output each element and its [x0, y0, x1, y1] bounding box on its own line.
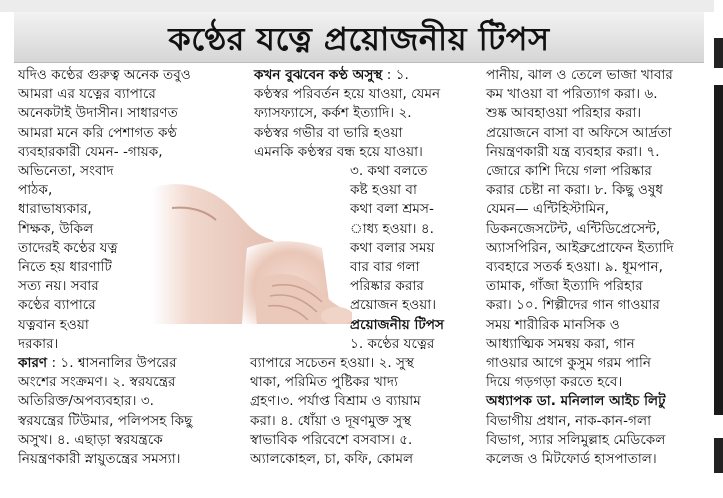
text-line: ধারাভাষ্যকার,	[18, 201, 92, 218]
text-line: নিয়ন্ত্রণকারী যন্ত্র ব্যবহার করা। ৭.	[486, 143, 660, 160]
column-1-causes	[18, 373, 238, 469]
article-title: কণ্ঠের যত্নে প্রয়োজনীয় টিপস	[168, 20, 550, 58]
author-name: অধ্যাপক ডা. মনিলাল আইচ লিটু	[486, 393, 666, 410]
text-line: াধ্য হওয়া। ৪.	[350, 220, 434, 237]
when-label: কখন বুঝবেন কণ্ঠ অসুস্থ	[254, 67, 383, 83]
column-3-tips	[486, 66, 708, 392]
text-line: নিতে হয় ধারণাটি	[18, 259, 112, 276]
text-line: ডিকনজেসটেন্ট, এন্টিডিপ্রেসেন্ট,	[486, 220, 661, 237]
text-line: দরকার।	[18, 335, 59, 352]
text-line: অসুখ। ৪. এছাড়া স্বরযন্ত্রকে	[18, 431, 163, 448]
text-line: ব্যাপারে সচেতন হওয়া। ২. সুস্থ	[250, 355, 415, 372]
column-2-symptoms-a	[254, 85, 486, 162]
text-line: আমরা মনে করি পেশাগত কণ্ঠ	[18, 124, 177, 141]
text-line: স্বরযন্ত্রের টিউমার, পলিপসহ কিছু	[18, 412, 193, 429]
text-line: কণ্ঠস্বর গভীর বা ভারি হওয়া	[254, 124, 403, 141]
credit-line: বিভাগীয় প্রধান, নাক-কান-গলা	[486, 412, 652, 429]
text-line: ফ্যাসফ্যাসে, কর্কশ ইত্যাদি। ২.	[254, 105, 412, 122]
text-line: অংশের সংক্রমণ। ২. স্বরযন্ত্রের	[18, 374, 176, 391]
text-line: নিয়ন্ত্রণকারী স্নায়ুতন্ত্রের সমস্যা।	[18, 451, 181, 468]
text-line: প্রয়োজনে বাসা বা অফিসে আর্দ্রতা	[486, 124, 672, 141]
tips-label: প্রয়োজনীয় টিপস	[350, 316, 444, 333]
text-line: সত্য নয়। সবার	[18, 278, 99, 295]
text-line: গ্রহণ।৩. পর্যাপ্ত বিশ্রাম ও ব্যায়াম	[250, 393, 421, 410]
text-line: কণ্ঠস্বর পরিবর্তন হয়ে যাওয়া, যেমন	[254, 86, 441, 103]
text-line: কম খাওয়া বা পরিত্যাগ করা। ৬.	[486, 86, 658, 103]
title-banner	[14, 12, 704, 63]
text-line: করার চেষ্টা না করা। ৮. কিছু ওষুধ	[486, 182, 664, 199]
text-line: অতিরিক্ত/অপব্যবহার। ৩.	[18, 393, 154, 410]
text-line: পানীয়, ঝাল ও তেলে ভাজা খাবার	[486, 67, 673, 83]
karon-first-text: : ১. শ্বাসনালির উপরের	[47, 355, 177, 372]
text-line: ৩. কথা বলতে	[350, 163, 428, 180]
text-line: গাওয়ার আগে কুসুম গরম পানি	[486, 355, 651, 372]
text-line: পরিষ্কার করার	[350, 278, 424, 295]
strip-block-2	[714, 85, 723, 415]
text-line: বার বার গলা	[350, 259, 420, 276]
text-line: করা। ৪. ধোঁয়া ও দূষণমুক্ত সুস্থ	[250, 412, 412, 429]
author-credit	[486, 412, 708, 470]
adjacent-page-strip	[714, 0, 723, 498]
strip-block-3	[714, 438, 723, 473]
text-line: এমনকি কণ্ঠস্বর বন্ধ হয়ে যাওয়া।	[254, 143, 423, 160]
column-2-tips	[250, 354, 486, 469]
column-3	[486, 66, 708, 469]
credit-line: কলেজ ও মিটফোর্ড হাসপাতাল।	[486, 451, 657, 468]
text-line: প্রয়োজন হওয়া।	[350, 297, 437, 314]
credit-line: বিভাগ, স্যার সলিমুল্লাহ মেডিকেল	[486, 431, 666, 448]
text-line: ১. কণ্ঠের যত্নের	[350, 335, 435, 352]
text-line: পাঠক,	[18, 182, 53, 199]
strip-block-1	[714, 38, 723, 68]
text-line: কথা বলা শ্রমস-	[350, 201, 434, 218]
text-line: করা। ১০. শিল্পীদের গান গাওয়ার	[486, 297, 660, 314]
text-line: সময় শারীরিক মানসিক ও	[486, 316, 620, 333]
karon-line	[18, 354, 238, 373]
text-line: কষ্ট হওয়া বা	[350, 182, 417, 199]
text-line: কণ্ঠের ব্যাপারে	[18, 297, 96, 314]
text-line: যত্নবান হওয়া	[18, 316, 89, 333]
when-line	[254, 66, 486, 85]
text-line: শুষ্ক আবহাওয়া পরিহার করা।	[486, 105, 642, 122]
text-line: থাকা, পরিমিত পুষ্টিকর খাদ্য	[250, 374, 398, 391]
text-line: দিয়ে গড়গড়া করতে হবে।	[486, 374, 623, 391]
text-line: অ্যালকোহল, চা, কফি, কোমল	[250, 451, 414, 468]
text-line: অনেকটাই উদাসীন। সাধারণত	[18, 105, 178, 122]
text-line: ব্যবহারকারী যেমন- -গায়ক,	[18, 143, 163, 160]
text-line: স্বাভাবিক পরিবেশে বসবাস। ৫.	[250, 431, 413, 448]
text-line: আধ্যাত্মিক সমন্বয় করা, গান	[486, 335, 635, 352]
text-line: কথা বলার সময়	[350, 239, 435, 256]
text-line: অ্যাসপিরিন, আইব্রুপ্রোফেন ইত্যাদি	[486, 239, 674, 256]
text-line: আমরা এর যত্নের ব্যাপারে	[18, 86, 156, 103]
text-line: অভিনেতা, সংবাদ	[18, 163, 114, 180]
text-line: জোরে কাশি দিয়ে গলা পরিষ্কার	[486, 163, 652, 180]
text-line: যেমন— এন্টিহিস্টামিন,	[486, 201, 610, 218]
top-margin-bar	[0, 0, 723, 12]
karon-label: কারণ	[18, 355, 48, 372]
column-2-tips-start	[254, 335, 486, 354]
text-line: যদিও কণ্ঠের গুরুত্ব অনেক তবুও	[18, 67, 191, 83]
when-first-text: : ১.	[382, 67, 409, 83]
text-line: তাদেরই কণ্ঠের যত্ন	[18, 239, 118, 256]
text-line: তামাক, গাঁজা ইত্যাদি পরিহার	[486, 278, 643, 295]
text-line: ব্যবহারে সতর্ক হওয়া। ৯. ধূমপান,	[486, 259, 663, 276]
column-2-symptoms-b	[254, 162, 486, 316]
column-2	[250, 66, 486, 469]
text-line: শিক্ষক, উকিল	[18, 220, 94, 237]
